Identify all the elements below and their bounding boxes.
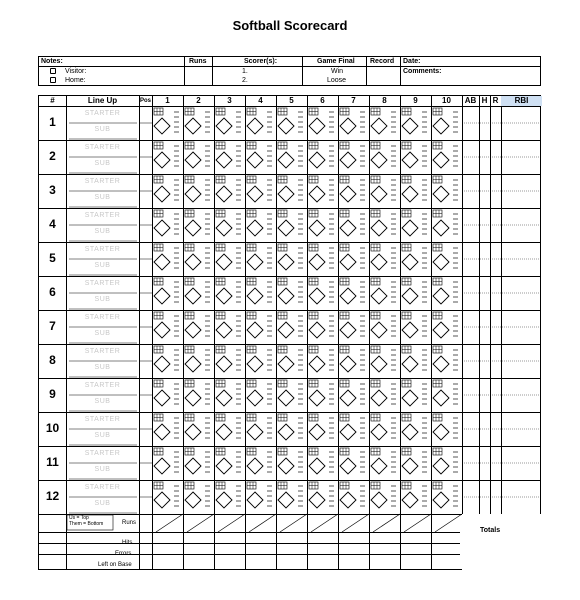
starter-field[interactable]: STARTER [84, 382, 121, 389]
base-diamond [371, 322, 387, 338]
inning-header-2: 2 [196, 96, 201, 105]
starter-field[interactable]: STARTER [84, 416, 121, 423]
runs-diagonal [218, 514, 245, 532]
header-divider [39, 66, 540, 67]
base-diamond [185, 288, 201, 304]
inning-header-1: 1 [165, 96, 170, 105]
base-diamond [309, 322, 325, 338]
totals-label: Totals [480, 527, 501, 534]
totals-area [462, 514, 542, 571]
runs-diagonal [404, 514, 431, 532]
batter-number: 8 [49, 353, 56, 367]
base-diamond [247, 356, 263, 372]
base-diamond [247, 152, 263, 168]
base-diamond [247, 458, 263, 474]
batter-number: 11 [46, 455, 59, 469]
inning-header-6: 6 [320, 96, 325, 105]
starter-field[interactable]: STARTER [84, 450, 121, 457]
base-diamond [278, 254, 294, 270]
base-diamond [216, 152, 232, 168]
runs-diagonal [435, 514, 462, 532]
base-diamond [371, 390, 387, 406]
base-diamond [278, 220, 294, 236]
base-diamond [402, 220, 418, 236]
visitor-label: Visitor: [65, 68, 87, 75]
base-diamond [340, 186, 356, 202]
visitor-checkbox[interactable] [50, 68, 56, 74]
base-diamond [371, 356, 387, 372]
runs-diagonal [187, 514, 214, 532]
sub-field[interactable]: SUB [94, 194, 111, 201]
base-diamond [278, 152, 294, 168]
base-diamond [309, 186, 325, 202]
sub-field[interactable]: SUB [94, 126, 111, 133]
base-diamond [247, 288, 263, 304]
batter-number: 10 [45, 421, 60, 435]
hits-row-label: Hits [122, 540, 133, 546]
runs-diagonal [249, 514, 276, 532]
base-diamond [340, 424, 356, 440]
base-diamond [340, 390, 356, 406]
stat-header-h: H [481, 96, 488, 105]
base-diamond [371, 118, 387, 134]
base-diamond [402, 356, 418, 372]
sub-field[interactable]: SUB [94, 262, 111, 269]
base-diamond [309, 118, 325, 134]
base-diamond [154, 152, 170, 168]
sub-field[interactable]: SUB [94, 296, 111, 303]
base-diamond [433, 254, 449, 270]
base-diamond [278, 458, 294, 474]
starter-field[interactable]: STARTER [84, 246, 121, 253]
base-diamond [247, 492, 263, 508]
base-diamond [185, 492, 201, 508]
base-diamond [154, 186, 170, 202]
base-diamond [247, 424, 263, 440]
win-label: Win [331, 68, 344, 75]
starter-field[interactable]: STARTER [84, 280, 121, 287]
home-label: Home: [65, 77, 86, 84]
base-diamond [340, 288, 356, 304]
base-diamond [371, 220, 387, 236]
runs-diagonal [373, 514, 400, 532]
lob-row-label: Left on Base [98, 562, 132, 568]
base-diamond [247, 390, 263, 406]
inning-header-4: 4 [258, 96, 263, 105]
base-diamond [216, 356, 232, 372]
base-diamond [278, 186, 294, 202]
base-diamond [402, 492, 418, 508]
base-diamond [278, 288, 294, 304]
batter-number: 5 [49, 251, 56, 265]
inning-header-3: 3 [227, 96, 232, 105]
base-diamond [433, 288, 449, 304]
base-diamond [340, 220, 356, 236]
page-title: Softball Scorecard [232, 18, 348, 33]
starter-field[interactable]: STARTER [84, 144, 121, 151]
base-diamond [371, 288, 387, 304]
base-diamond [402, 152, 418, 168]
base-diamond [185, 356, 201, 372]
game-final-header: Game Final [317, 58, 355, 65]
base-diamond [216, 492, 232, 508]
base-diamond [185, 458, 201, 474]
base-diamond [340, 356, 356, 372]
sub-field[interactable]: SUB [94, 330, 111, 337]
sub-field[interactable]: SUB [94, 160, 111, 167]
base-diamond [216, 322, 232, 338]
legend-them: Them = Bottom [69, 521, 104, 527]
record-header: Record [370, 58, 395, 65]
base-diamond [433, 424, 449, 440]
base-diamond [433, 492, 449, 508]
base-diamond [402, 424, 418, 440]
base-diamond [309, 220, 325, 236]
base-diamond [247, 220, 263, 236]
sub-field[interactable]: SUB [94, 432, 111, 439]
base-diamond [216, 118, 232, 134]
base-diamond [402, 288, 418, 304]
scoring-cells [39, 96, 542, 571]
base-diamond [278, 390, 294, 406]
base-diamond [154, 458, 170, 474]
base-diamond [247, 118, 263, 134]
base-diamond [309, 492, 325, 508]
batter-number: 9 [49, 387, 56, 401]
base-diamond [278, 356, 294, 372]
batter-number: 3 [49, 183, 56, 197]
base-diamond [185, 322, 201, 338]
base-diamond [309, 458, 325, 474]
base-diamond [278, 118, 294, 134]
base-diamond [247, 254, 263, 270]
sub-field[interactable]: SUB [94, 500, 111, 507]
base-diamond [340, 118, 356, 134]
sub-field[interactable]: SUB [94, 398, 111, 405]
comments-label: Comments: [403, 68, 442, 75]
base-diamond [216, 254, 232, 270]
inning-header-10: 10 [442, 96, 451, 105]
stat-header-r: R [492, 96, 499, 105]
base-diamond [340, 152, 356, 168]
base-diamond [154, 288, 170, 304]
base-diamond [402, 186, 418, 202]
base-diamond [185, 220, 201, 236]
base-diamond [154, 390, 170, 406]
inning-header-9: 9 [413, 96, 418, 105]
base-diamond [433, 356, 449, 372]
base-diamond [247, 186, 263, 202]
base-diamond [154, 254, 170, 270]
runs-diagonal [311, 514, 338, 532]
base-diamond [154, 356, 170, 372]
sub-field[interactable]: SUB [94, 466, 111, 473]
loose-label: Loose [327, 77, 347, 84]
base-diamond [340, 458, 356, 474]
base-diamond [433, 186, 449, 202]
base-diamond [154, 322, 170, 338]
notes-label: Notes: [41, 58, 63, 65]
base-diamond [278, 424, 294, 440]
inning-header-7: 7 [351, 96, 356, 105]
base-diamond [154, 220, 170, 236]
sub-field[interactable]: SUB [94, 228, 111, 235]
base-diamond [371, 458, 387, 474]
base-diamond [371, 254, 387, 270]
base-diamond [185, 254, 201, 270]
base-diamond [433, 220, 449, 236]
base-diamond [402, 254, 418, 270]
base-diamond [185, 390, 201, 406]
base-diamond [402, 322, 418, 338]
base-diamond [247, 322, 263, 338]
starter-field[interactable]: STARTER [84, 212, 121, 219]
base-diamond [309, 152, 325, 168]
base-diamond [371, 424, 387, 440]
home-checkbox[interactable] [50, 77, 56, 83]
base-diamond [433, 152, 449, 168]
base-diamond [433, 458, 449, 474]
base-diamond [309, 288, 325, 304]
errors-row-label: Errors [115, 551, 132, 557]
base-diamond [309, 254, 325, 270]
starter-field[interactable]: STARTER [84, 348, 121, 355]
sub-field[interactable]: SUB [94, 364, 111, 371]
starter-field[interactable]: STARTER [84, 178, 121, 185]
base-diamond [216, 424, 232, 440]
base-diamond [340, 254, 356, 270]
stat-header-ab: AB [464, 96, 477, 105]
base-diamond [216, 186, 232, 202]
base-diamond [309, 424, 325, 440]
base-diamond [340, 492, 356, 508]
base-diamond [340, 322, 356, 338]
base-diamond [278, 322, 294, 338]
legend-us: Us = Top [69, 515, 89, 521]
batter-number: 4 [49, 217, 56, 231]
base-diamond [371, 152, 387, 168]
starter-field[interactable]: STARTER [84, 110, 121, 117]
date-label: Date: [403, 58, 421, 65]
scorers-header: Scorer(s): [244, 58, 278, 65]
col-number-header: # [50, 96, 55, 105]
batter-number: 12 [45, 489, 60, 503]
base-diamond [154, 118, 170, 134]
runs-diagonal [342, 514, 369, 532]
inning-header-5: 5 [289, 96, 294, 105]
base-diamond [309, 356, 325, 372]
batter-number: 6 [49, 285, 56, 299]
base-diamond [402, 390, 418, 406]
batter-number: 7 [49, 319, 56, 333]
base-diamond [402, 458, 418, 474]
base-diamond [371, 186, 387, 202]
scorer-2: 2. [242, 77, 248, 84]
batter-number: 2 [49, 149, 56, 163]
starter-field[interactable]: STARTER [84, 314, 121, 321]
base-diamond [185, 424, 201, 440]
inning-header-8: 8 [382, 96, 387, 105]
base-diamond [278, 492, 294, 508]
scorer-1: 1. [242, 68, 248, 75]
base-diamond [216, 390, 232, 406]
base-diamond [185, 118, 201, 134]
base-diamond [433, 322, 449, 338]
base-diamond [185, 186, 201, 202]
base-diamond [433, 118, 449, 134]
scorecard-grid [38, 95, 541, 570]
runs-header: Runs [189, 58, 207, 65]
stat-header-rbi: RBI [501, 96, 542, 106]
runs-row-label: Runs [122, 520, 137, 526]
base-diamond [371, 492, 387, 508]
base-diamond [185, 152, 201, 168]
runs-diagonal [156, 514, 183, 532]
base-diamond [433, 390, 449, 406]
runs-diagonal [280, 514, 307, 532]
game-info-table [38, 56, 541, 86]
base-diamond [402, 118, 418, 134]
starter-field[interactable]: STARTER [84, 484, 121, 491]
batter-number: 1 [49, 115, 56, 129]
base-diamond [154, 492, 170, 508]
base-diamond [154, 424, 170, 440]
base-diamond [216, 458, 232, 474]
base-diamond [216, 220, 232, 236]
col-lineup-header: Line Up [87, 96, 118, 105]
col-pos-header: Pos [139, 98, 151, 104]
base-diamond [309, 390, 325, 406]
base-diamond [216, 288, 232, 304]
